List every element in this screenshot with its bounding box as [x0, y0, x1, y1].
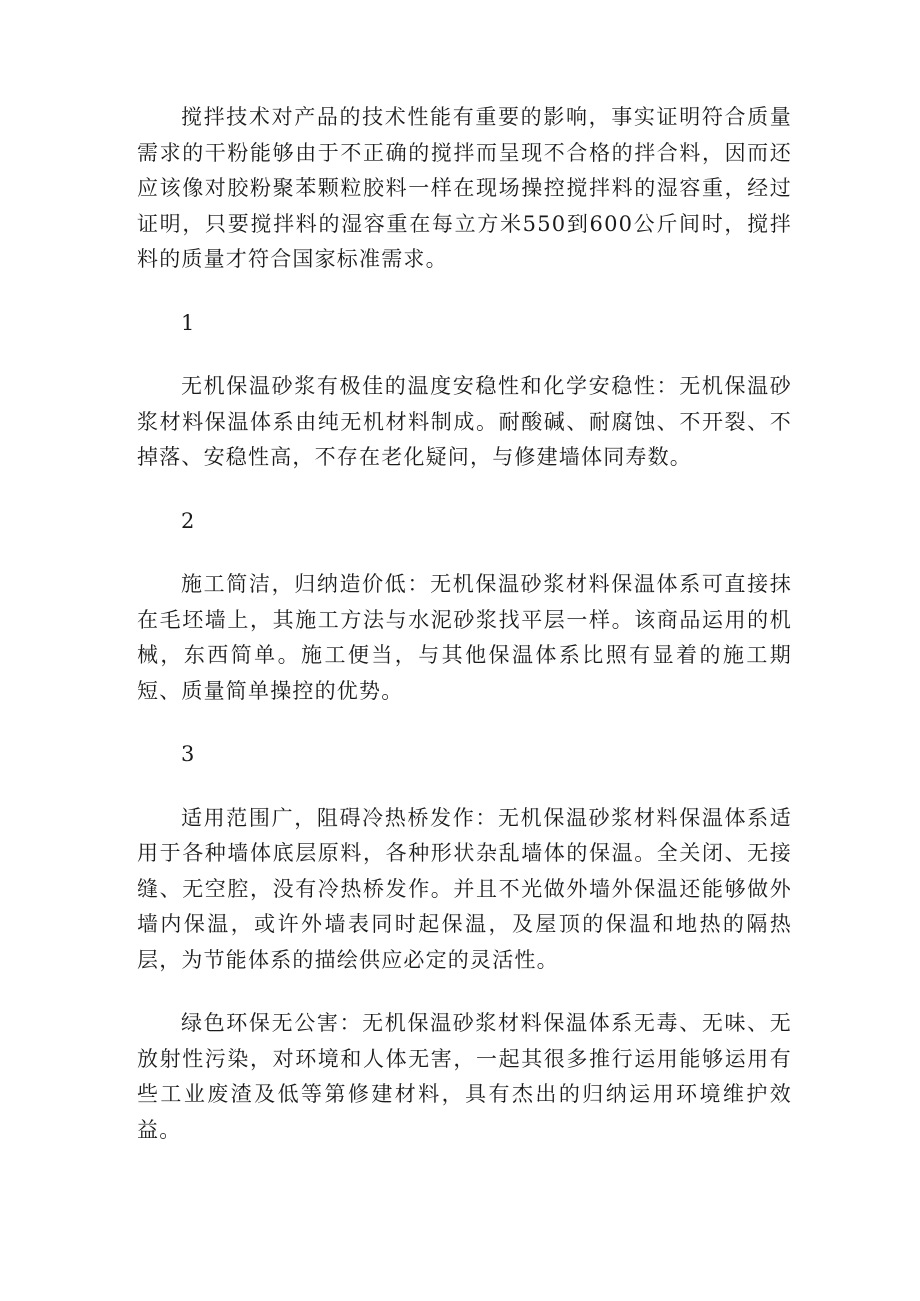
paragraph-application-range: 适用范围广，阻碍冷热桥发作：无机保温砂浆材料保温体系适用于各种墙体底层原料，各种形状杂乱墙体的保温。全关闭、无接缝、无空腔，没有冷热桥发作。并且不光做外墙外保温还能够做外墙内保温，或许外墙表同时起保温，及屋顶的保温和地热的隔热层，为节能体系的描绘供应必定的灵活性。 [137, 805, 792, 972]
section-number-1: 1 [181, 310, 195, 335]
section-number-2: 2 [181, 508, 195, 533]
paragraph-stability: 无机保温砂浆有极佳的温度安稳性和化学安稳性：无机保温砂浆材料保温体系由纯无机材料制成。耐酸碱、耐腐蚀、不开裂、不掉落、安稳性高，不存在老化疑问，与修建墙体同寿数。 [137, 374, 792, 469]
paragraph-environmental: 绿色环保无公害：无机保温砂浆材料保温体系无毒、无味、无放射性污染，对环境和人体无害，一起其很多推行运用能够运用有些工业废渣及低等第修建材料，具有杰出的归纳运用环境维护效益。 [137, 1011, 792, 1142]
document-body [137, 100, 792, 1176]
section-number-3: 3 [181, 742, 195, 766]
paragraph-mixing-technique: 搅拌技术对产品的技术性能有重要的影响，事实证明符合质量需求的干粉能够由于不正确的搅拌而呈现不合格的拌合料，因而还应该像对胶粉聚苯颗粒胶料一样在现场操控搅拌料的湿容重，经过证明，只要搅拌料的湿容重在每立方米550到600公斤间时，搅拌料的质量才符合国家标准需求。 [137, 105, 792, 271]
paragraph-construction: 施工简洁，归纳造价低：无机保温砂浆材料保温体系可直接抹在毛坯墙上，其施工方法与水泥砂浆找平层一样。该商品运用的机械，东西简单。施工便当，与其他保温体系比照有显着的施工期短、质量简单操控的优势。 [137, 572, 792, 703]
